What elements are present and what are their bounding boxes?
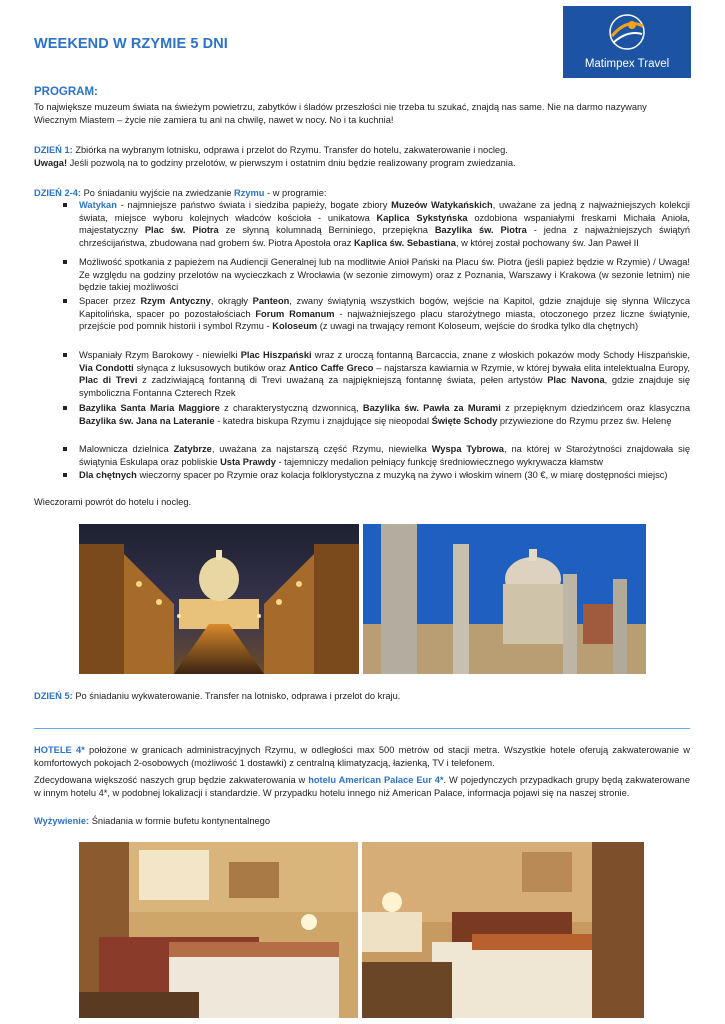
section-divider xyxy=(34,728,690,729)
bullet-marker xyxy=(63,353,67,357)
bullet-marker xyxy=(63,447,67,451)
program-heading: PROGRAM: xyxy=(34,86,98,98)
hotels-text1: położone w granicach administracyjnych Rzymu, w odległości max 500 metrów od stacji metra. Wszystkie hotele oferują zakwaterowanie w komfortowych pokojach 2-osobowych (możliwość 1 dostawki) z centralną klimatyzacją, łazienką, TV i telefonem. xyxy=(34,745,691,768)
bullet-text-segment: Plac św. Piotra xyxy=(144,225,219,236)
program-bullet-item xyxy=(79,469,690,482)
bullet-text-segment: Antico Caffe Greco xyxy=(288,362,374,373)
bullet-text-segment: ozdobiona wspaniałymi freskami Michała Anioła, majestatyczny xyxy=(79,212,691,236)
bullet-marker xyxy=(63,260,67,264)
day24-label: DZIEŃ 2-4: xyxy=(34,188,82,198)
bullet-text-segment: Muzeów Watykańskich xyxy=(391,200,493,210)
bullet-text-segment: Rzym Antyczny xyxy=(140,296,211,306)
day24-intro xyxy=(34,187,690,200)
st-peters-night-photo xyxy=(79,524,359,674)
bullet-text-segment: , na której w Starożytności znajdowała się świątynia Eskulapa oraz pobliskie xyxy=(79,444,690,467)
hotels-paragraph xyxy=(34,744,690,769)
day24-text-b: - w programie: xyxy=(264,188,327,198)
bullet-text-segment: Forum Romanum xyxy=(255,308,335,319)
globe-logo-icon xyxy=(606,12,648,52)
bullet-text-segment: wieczorny spacer po Rzymie oraz kolacja folklorystyczna z muzyką na żywo i włoskim winem (30 €, w miarę dostępności miejsc) xyxy=(136,470,668,480)
bullet-text-segment: - jedna z najważniejszych świątyń chrześcijaństwa, zbudowana nad grobem św. Piotra Apostoła oraz xyxy=(79,225,690,248)
bullet-text-segment: wraz z uroczą fontanną Barcaccia, znane z włoskich pokazów mody Schody Hiszpańskie, xyxy=(311,350,690,360)
bullet-text-segment: , uważana za najstarszą część Rzymu, niewielka xyxy=(211,444,432,454)
bullet-text-segment: Plac Hiszpański xyxy=(240,350,312,360)
bullet-text-segment: Możliwość spotkania z papieżem na Audiencji Generalnej lub na modlitwie Anioł Pański na Placu św. Piotra (jeśli papież będzie w Rzymie) / Uwaga! Ze względu na godziny przelotów na wycieczkach z Wrocławia (w sezonie zimowym) oraz z Poznania, Warszawy i Krakowa (w sezonie letnim) nie będzie takiej możliwości xyxy=(79,257,690,293)
day24-text-a: Po śniadaniu wyjście na zwiedzanie xyxy=(81,188,234,198)
bullet-text-segment: Bazylika św. Jana na Lateranie xyxy=(79,415,215,426)
logo-text: Matimpex Travel xyxy=(584,58,670,70)
bullet-text-segment: Wyspa Tybrowa xyxy=(431,444,504,454)
bullet-text-segment: Malownicza dzielnica xyxy=(79,444,174,454)
meal-text: Śniadania w formie bufetu kontynentalnego xyxy=(89,816,271,826)
bullet-text-segment: , gdzie znajduje się symboliczna Fontanna Czterech Rzek xyxy=(79,375,691,398)
bullet-text-segment: , zwany świątynią wszystkich bogów, wejście na Kapitol, gdzie znajduje się słynna Wilczyca Kapitolińska, spacer po pozostałościach xyxy=(79,296,690,319)
day1-label: DZIEŃ 1: xyxy=(34,145,73,155)
bullet-text-segment: z charakterystyczną dzwonnicą, xyxy=(219,403,363,413)
program-bullet-item xyxy=(79,295,690,333)
day1-note-label: Uwaga! xyxy=(34,157,68,168)
bullet-marker xyxy=(63,299,67,303)
hotels-text2b: . W pojedynczych przypadkach grupy będą zakwaterowane w innym hotelu 4*, w podobnej lokalizacji i standardzie. W przypadku hotelu innego niż American Palace, informacja pojawi się na naszej stronie. xyxy=(34,775,691,798)
bullet-text-segment: Plac Navona xyxy=(547,375,605,386)
meal-info xyxy=(34,815,690,828)
day24-city: Rzymu xyxy=(233,188,265,198)
evening-note: Wieczorami powrót do hotelu i nocleg. xyxy=(34,497,192,507)
bullet-text-segment: Bazylika św. Piotra xyxy=(434,225,527,236)
bullet-text-segment: - najmniejsze państwo świata i siedziba papieży, bogate zbiory xyxy=(116,200,392,210)
day1-note-text: Jeśli pozwolą na to godziny przelotów, w pierwszym i ostatnim dniu będzie realizowany program zwiedzania. xyxy=(67,157,516,168)
bullet-text-segment: Panteon xyxy=(252,296,290,306)
bullet-text-segment: Święte Schody xyxy=(431,415,498,426)
day1-text: Zbiórka na wybranym lotnisku, odprawa i przelot do Rzymu. Transfer do hotelu, zakwaterowanie i nocleg. xyxy=(72,145,508,155)
day1-paragraph xyxy=(34,144,690,169)
rome-columns-photo xyxy=(363,524,646,674)
bullet-text-segment: przywiezione do Rzymu przez św. Helenę xyxy=(497,415,672,426)
bullet-text-segment: , w której został pochowany św. Jan Paweł II xyxy=(455,237,639,248)
bullet-text-segment: , okrągły xyxy=(210,296,253,306)
bullet-marker xyxy=(63,203,67,207)
program-intro: To największe muzeum świata na świeżym powietrzu, zabytków i śladów przeszłości nie trzeba tu szukać, znajdą nas same. Nie na darmo nazywany Wiecznym Miastem – życie nie zamiera tu ani na chwilę, nawet w nocy. No i ta kuchnia! xyxy=(34,102,647,125)
bullet-text-segment: - tajemniczy medalion pełniący funkcję średniowiecznego wykrywacza kłamstw xyxy=(275,456,603,467)
bullet-text-segment: ze słynną kolumnadą Berniniego, przepiękna xyxy=(218,225,435,236)
program-bullet-item xyxy=(79,443,690,468)
bullet-text-segment: - katedra biskupa Rzymu i znajdujące się nieopodal xyxy=(214,415,432,426)
hotel-room-photo-2 xyxy=(362,842,644,1018)
bullet-text-segment: Kaplica św. Sebastiana xyxy=(353,237,456,248)
bullet-text-segment: Spacer przez xyxy=(79,296,141,306)
bullet-text-segment: z przepięknym dziedzińcem oraz klasyczna xyxy=(500,403,690,413)
bullet-text-segment: Kaplica Sykstyńska xyxy=(376,212,468,223)
bullet-text-segment: Plac di Trevi xyxy=(79,375,138,386)
hotel-room-photo-1 xyxy=(79,842,358,1018)
bullet-text-segment: Zatybrze xyxy=(173,444,212,454)
bullet-text-segment: Bazylika Santa Maria Maggiore xyxy=(79,403,220,413)
bullet-text-segment: , uważane za jedną z najważniejszych kolekcji świata, miejsce wyboru kolejnych władców kościoła - unikatowa xyxy=(79,200,690,223)
hotels-label: HOTELE 4* xyxy=(34,745,85,755)
bullet-text-segment: (z uwagi na trwający remont Koloseum, wejście do środka tylko dla chętnych) xyxy=(317,321,639,332)
day5-text: Po śniadaniu wykwaterowanie. Transfer na lotnisko, odprawa i przelot do kraju. xyxy=(72,691,401,701)
program-bullet-item xyxy=(79,256,690,294)
program-bullet-item xyxy=(79,199,690,249)
bullet-marker xyxy=(63,473,67,477)
day5-label: DZIEŃ 5: xyxy=(34,691,73,701)
hotels-accommodation xyxy=(34,774,690,799)
bullet-text-segment: - najważniejszego placu starożytnego miasta, otoczonego przez liczne świątynie, przejście pod pomnik historii i symbol Rzymu - xyxy=(79,308,690,332)
page-title: WEEKEND W RZYMIE 5 DNI xyxy=(34,36,228,52)
hotel-name: hotelu American Palace Eur 4* xyxy=(308,775,444,785)
bullet-text-segment: Dla chętnych xyxy=(79,470,137,480)
meal-label: Wyżywienie: xyxy=(34,816,90,826)
bullet-text-segment: Wspaniały Rzym Barokowy - niewielki xyxy=(79,350,241,360)
bullet-marker xyxy=(63,406,67,410)
bullet-text-segment: – najstarsza kawiarnia w Rzymie, w której bywała elita intelektualna Europy, xyxy=(373,362,691,373)
bullet-text-segment: Usta Prawdy xyxy=(220,456,276,467)
bullet-text-segment: Koloseum xyxy=(272,321,318,332)
bullet-text-segment: z zadziwiającą fontanną di Trevi uważaną za najpiękniejszą fontannę świata, pełen artystów xyxy=(137,375,548,386)
program-bullet-item xyxy=(79,349,690,399)
company-logo xyxy=(563,6,691,78)
bullet-text-segment: Bazylika św. Pawła za Murami xyxy=(362,403,501,413)
bullet-text-segment: Via Condotti xyxy=(79,362,134,373)
bullet-text-segment: słynąca z luksusowych butików oraz xyxy=(133,362,289,373)
hotels-text2a: Zdecydowana większość naszych grup będzie zakwaterowania w xyxy=(34,775,309,785)
bullet-text-segment: Watykan xyxy=(79,200,117,210)
program-bullet-item xyxy=(79,402,690,427)
day5-paragraph xyxy=(34,690,690,703)
